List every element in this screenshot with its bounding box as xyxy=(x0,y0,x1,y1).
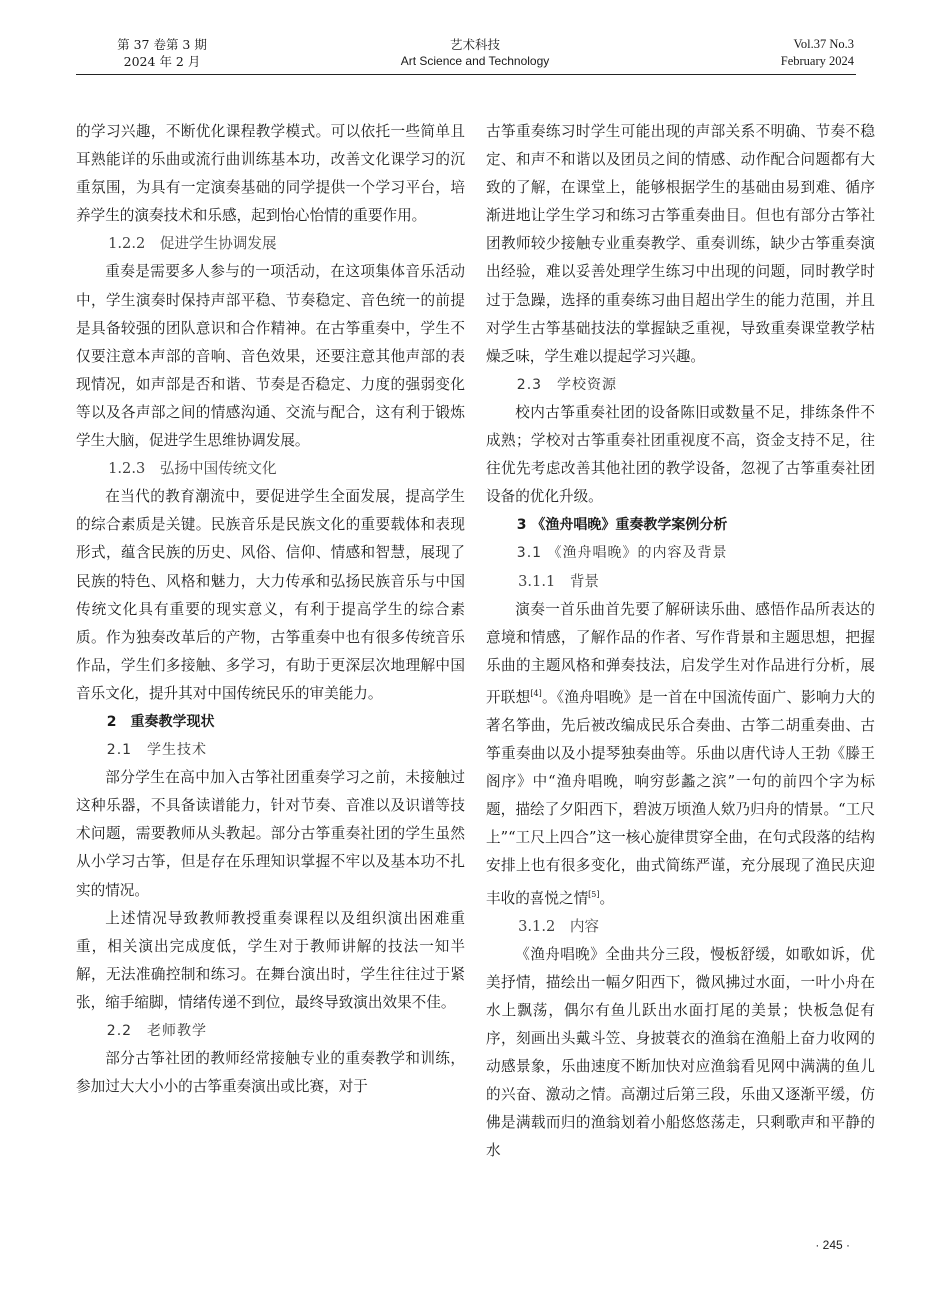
citation-5[interactable]: [5] xyxy=(588,889,600,899)
section-heading-2: 2 重奏教学现状 xyxy=(106,713,215,730)
left-column xyxy=(76,118,465,1101)
section-heading-1-2-3: 1.2.3 弘扬中国传统文化 xyxy=(108,460,277,478)
paragraph xyxy=(486,596,875,913)
header-journal xyxy=(375,36,575,70)
right-column xyxy=(486,118,875,1165)
header-volume-en xyxy=(781,36,854,70)
paragraph: 在当代的教育潮流中，要促进学生全面发展，提高学生的综合素质是关键。民族音乐是民族文化的重要载体和表现形式，蕴含民族的历史、风俗、信仰、情感和智慧，展现了民族的特色、风格和魅力，大力传承和弘扬民族音乐与中国传统文化具有重要的现实意义，有利于提高学生的综合素质。作为独奏改革后的产物，古筝重奏中也有很多传统音乐作品，学生们多接触、多学习，有助于更深层次地理解中国音乐文化，提升其对中国传统民乐的审美能力。 xyxy=(76,488,465,702)
paragraph: 上述情况导致教师教授重奏课程以及组织演出困难重重，相关演出完成度低，学生对于教师讲解的技法一知半解，无法准确控制和练习。在舞台演出时，学生往往过于紧张，缩手缩脚，情绪传递不到位，最终导致演出效果不佳。 xyxy=(76,909,465,1011)
section-heading-3-1-2: 3.1.2 内容 xyxy=(518,917,600,935)
section-heading-3-1: 3.1 《渔舟唱晚》的内容及背景 xyxy=(516,545,728,562)
section-heading-3: 3 《渔舟唱晚》重奏教学案例分析 xyxy=(516,517,728,534)
paragraph: 部分学生在高中加入古筝社团重奏学习之前，未接触过这种乐器，不具备读谱能力，针对节奏、音准以及识谱等技术问题，需要教师从头教起。部分古筝重奏社团的学生虽然从小学习古筝，但是存在乐理知识掌握不牢以及基本功不扎实的情况。 xyxy=(76,769,465,899)
paragraph: 古筝重奏练习时学生可能出现的声部关系不明确、节奏不稳定、和声不和谐以及团员之间的情感、动作配合问题都有大致的了解，在课堂上，能够根据学生的基础由易到难、循序渐进地让学生学习和练习古筝重奏曲目。但也有部分古筝社团教师较少接触专业重奏教学、重奏训练，缺少古筝重奏演出经验，难以妥善处理学生练习中出现的问题，同时教学时过于急躁，选择的重奏练习曲目超出学生的能力范围，并且对学生古筝基础技法的掌握缺乏重视，导致重奏课堂教学枯燥乏味，学生难以提起学习兴趣。 xyxy=(486,123,875,365)
paragraph-text: 。 xyxy=(599,889,615,907)
header-volume xyxy=(112,36,212,70)
section-heading-1-2-2: 1.2.2 促进学生协调发展 xyxy=(108,235,277,253)
header-volume-issue: 第 37 卷第 3 期 xyxy=(117,37,207,52)
paragraph: 重奏是需要多人参与的一项活动，在这项集体音乐活动中，学生演奏时保持声部平稳、节奏稳定、音色统一的前提是具备较强的团队意识和合作精神。在古筝重奏中，学生不仅要注意本声部的音响、音色效果，还要注意其他声部的表现情况，如声部是否和谐、节奏是否稳定、力度的强弱变化等以及各声部之间的情感沟通、交流与配合，这有利于锻炼学生大脑，促进学生思维协调发展。 xyxy=(76,263,465,450)
journal-name-cn: 艺术科技 xyxy=(449,37,500,52)
paragraph: 的学习兴趣，不断优化课程教学模式。可以依托一些简单且耳熟能详的乐曲或流行曲训练基本功，改善文化课学习的沉重氛围，为具有一定演奏基础的同学提供一个学习平台，培养学生的演奏技术和乐感，起到怡心怡情的重要作用。 xyxy=(76,123,465,225)
header-rule xyxy=(76,74,856,75)
header-volume-issue-en: Vol.37 No.3 xyxy=(793,37,854,51)
page-number: · 245 · xyxy=(815,1238,850,1252)
section-heading-3-1-1: 3.1.1 背景 xyxy=(518,572,600,590)
paragraph: 《渔舟唱晚》全曲共分三段，慢板舒缓，如歌如诉，优美抒情，描绘出一幅夕阳西下，微风拂过水面，一叶小舟在水上飘荡，偶尔有鱼儿跃出水面打尾的美景；快板急促有序，刻画出头戴斗笠、身披蓑衣的渔翁在渔船上奋力收网的动感景象，乐曲速度不断加快对应渔翁看见网中满满的鱼儿的兴奋、激动之情。高潮过后第三段，乐曲又逐渐平缓，仿佛是满载而归的渔翁划着小船悠悠荡走，只剩歌声和平静的水 xyxy=(486,945,875,1160)
section-heading-2-3: 2.3 学校资源 xyxy=(516,376,618,393)
citation-4[interactable]: [4] xyxy=(530,688,542,698)
journal-name-en: Art Science and Technology xyxy=(400,54,550,68)
header-date: 2024 年 2 月 xyxy=(123,54,201,69)
paragraph: 校内古筝重奏社团的设备陈旧或数量不足，排练条件不成熟；学校对古筝重奏社团重视度不高，资金支持不足，往往优先考虑改善其他社团的教学设备，忽视了古筝重奏社团设备的优化升级。 xyxy=(486,403,875,506)
paragraph-text: 演奏一首乐曲首先要了解研读乐曲、感悟作品所表达的意境和情感，了解作品的作者、写作背景和主题思想，把握乐曲的主题风格和弹奏技法，启发学生对作品进行分析，展开联想 xyxy=(486,600,875,706)
section-heading-2-1: 2.1 学生技术 xyxy=(106,742,208,759)
paragraph: 部分古筝社团的教师经常接触专业的重奏教学和训练，参加过大大小小的古筝重奏演出或比赛，对于 xyxy=(76,1050,465,1096)
paragraph-text: 。《渔舟唱晚》是一首在中国流传面广、影响力大的著名筝曲，先后被改编成民乐合奏曲、古筝二胡重奏曲、古筝重奏曲以及小提琴独奏曲等。乐曲以唐代诗人王勃《滕王阁序》中“渔舟唱晚，响穷彭蠡之滨”一句的前四个字为标题，描绘了夕阳西下，碧波万顷渔人欸乃归舟的情景。“工尺上”“工尺上四合”这一核心旋律贯穿全曲，在句式段落的结构安排上也有很多变化，曲式简练严谨，充分展现了渔民庆迎丰收的喜悦之情 xyxy=(486,688,875,907)
page-header xyxy=(0,0,950,80)
section-heading-2-2: 2.2 老师教学 xyxy=(106,1023,208,1039)
header-date-en: February 2024 xyxy=(780,54,854,68)
